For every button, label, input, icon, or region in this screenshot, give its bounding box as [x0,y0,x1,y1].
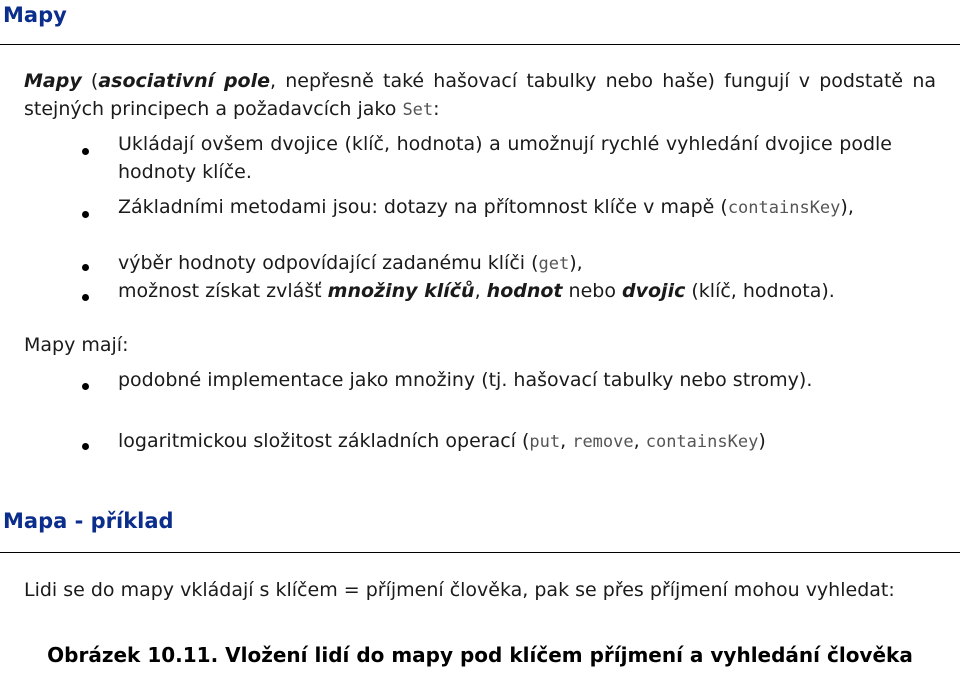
figure-caption: Obrázek 10.11. Vložení lidí do mapy pod klíčem příjmení a vyhledání člověka [47,643,913,667]
code-put: put [529,432,561,452]
list-item-sep: , [474,280,487,302]
bullet-dot [82,443,89,450]
example-paragraph: Lidi se do mapy vkládají s klíčem = příjmení člověka, pak se přes příjmení mohou vyhledat: [24,579,895,601]
code-remove: remove [572,432,634,452]
list-item [118,428,892,457]
list-item-end: (klíč, hodnota). [685,280,835,302]
list-item [118,278,892,306]
bullet-dot [82,148,89,155]
list-item-end: ), [569,252,583,274]
list-item [118,194,892,223]
intro-paragraph [24,68,936,124]
code-containskey: containsKey [727,198,841,218]
list-item-sep: , [560,430,573,452]
section-heading-maps: Mapy [3,3,67,27]
heading-rule [0,44,960,45]
intro-alt-name: asociativní pole [98,70,271,92]
list-item: podobné implementace jako množiny (tj. hašovací tabulky nebo stromy). [118,369,813,391]
bullet-dot [82,211,89,218]
bullet-dot [82,383,89,390]
list-item [118,250,892,279]
intro-code-set: Set [402,99,434,120]
term-key-sets: množiny klíčů [327,280,475,302]
maps-have-label: Mapy mají: [24,334,129,356]
bullet-dot [82,294,89,301]
list-item-text: možnost získat zvlášť [118,280,328,302]
code-get: get [538,254,570,274]
list-item-sep: nebo [562,280,623,302]
intro-open-paren: ( [81,70,99,92]
intro-term: Mapy [24,70,82,92]
intro-end: : [433,97,440,120]
section-heading-example: Mapa - příklad [3,509,174,533]
term-values: hodnot [486,280,563,302]
bullet-dot [82,264,89,271]
list-item-text: výběr hodnoty odpovídající zadanému klíči ( [118,252,539,274]
code-containskey: containsKey [645,432,759,452]
list-item: Ukládají ovšem dvojice (klíč, hodnota) a umožnují rychlé vyhledání dvojice podle hodnoty klíče. [118,133,892,183]
list-item-sep: , [633,430,646,452]
list-item-end: ), [840,196,854,218]
intro-text: , nepřesně také hašovací tabulky nebo haše) fungují v podstatě na stejných principech a požadavcích jako [24,70,937,120]
list-item-text: Základními metodami jsou: dotazy na přítomnost klíče v mapě ( [118,196,728,218]
term-pairs: dvojic [622,280,686,302]
heading-rule [0,552,960,553]
list-item-end: ) [758,430,766,452]
list-item-text: logaritmickou složitost základních operací ( [118,430,530,452]
